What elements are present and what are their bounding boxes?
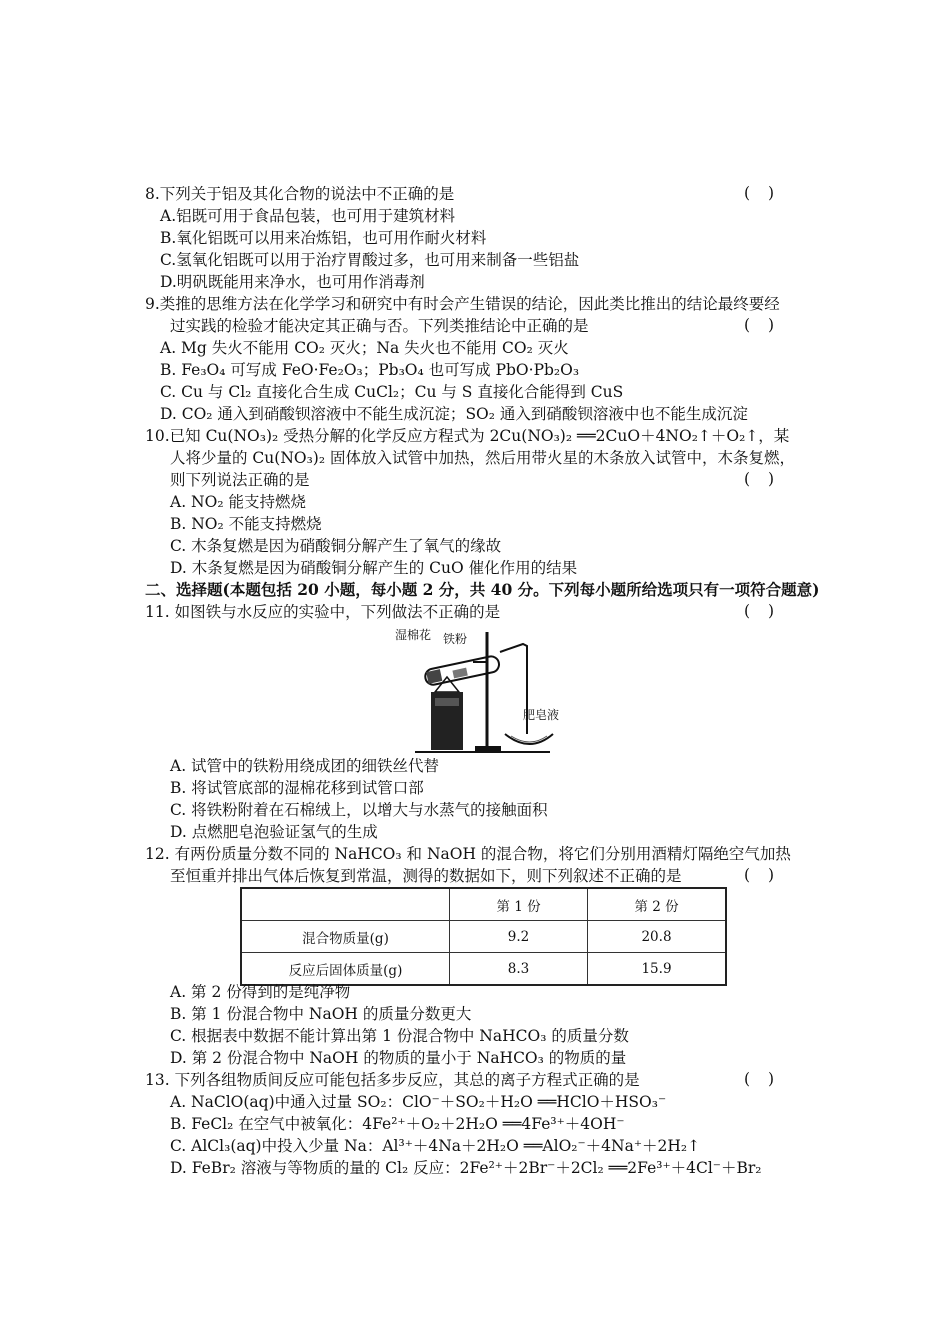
- q11-option-a: A. 试管中的铁粉用绕成团的细铁丝代替: [170, 757, 440, 775]
- q12-data-table: [240, 887, 727, 986]
- q8-answer-blank: (): [744, 184, 793, 202]
- table-header-row: [241, 888, 726, 921]
- q10-stem-line2: 人将少量的 Cu(NO₃)₂ 固体放入试管中加热，然后用带火星的木条放入试管中，木条复燃，: [170, 449, 795, 467]
- q13-option-b: B. FeCl₂ 在空气中被氧化：4Fe²⁺＋O₂＋2H₂O ══4Fe³⁺＋4OH⁻: [170, 1115, 625, 1133]
- q11-answer-blank: (): [744, 602, 793, 620]
- label-wet-cotton: 湿棉花: [395, 628, 432, 642]
- q10-stem-line3: 则下列说法正确的是: [170, 471, 310, 489]
- table-cell: 20.8: [588, 921, 727, 953]
- q13-option-a: A. NaClO(aq)中通入过量 SO₂：ClO⁻＋SO₂＋H₂O ══HClO＋HSO₃⁻: [170, 1093, 667, 1111]
- q11-stem: 11. 如图铁与水反应的实验中，下列做法不正确的是: [145, 603, 501, 621]
- q10-option-a: A. NO₂ 能支持燃烧: [170, 493, 306, 511]
- q12-stem-line1: 12. 有两份质量分数不同的 NaHCO₃ 和 NaOH 的混合物，将它们分别用酒精灯隔绝空气加热: [145, 845, 791, 863]
- q12-option-c: C. 根据表中数据不能计算出第 1 份混合物中 NaHCO₃ 的质量分数: [170, 1027, 629, 1045]
- q12-option-b: B. 第 1 份混合物中 NaOH 的质量分数更大: [170, 1005, 472, 1023]
- q11-option-b: B. 将试管底部的湿棉花移到试管口部: [170, 779, 424, 797]
- q12-option-a: A. 第 2 份得到的是纯净物: [170, 983, 351, 1001]
- label-soap-solution: 肥皂液: [523, 708, 560, 722]
- q8-option-d: D.明矾既能用来净水，也可用作消毒剂: [160, 273, 425, 291]
- q10-stem-line1: 10.已知 Cu(NO₃)₂ 受热分解的化学反应方程式为 2Cu(NO₃)₂ ══2CuO＋4NO₂↑＋O₂↑，某: [145, 427, 790, 445]
- label-iron-powder: 铁粉: [443, 632, 468, 646]
- q10-answer-blank: (): [744, 470, 793, 488]
- table-row: [241, 921, 726, 953]
- section-2-heading: 二、选择题(本题包括 20 小题，每小题 2 分，共 40 分。下列每小题所给选项只有一项符合题意): [145, 580, 820, 599]
- table-header-cell: 第 2 份: [588, 888, 727, 921]
- q13-option-c: C. AlCl₃(aq)中投入少量 Na：Al³⁺＋4Na＋2H₂O ══AlO₂⁻＋4Na⁺＋2H₂↑: [170, 1137, 701, 1155]
- q9-option-d: D. CO₂ 通入到硝酸钡溶液中不能生成沉淀；SO₂ 通入到硝酸钡溶液中也不能生成沉淀: [160, 405, 748, 423]
- table-row: [241, 953, 726, 986]
- q10-option-c: C. 木条复燃是因为硝酸铜分解产生了氧气的缘故: [170, 537, 502, 555]
- q9-option-c: C. Cu 与 Cl₂ 直接化合生成 CuCl₂；Cu 与 S 直接化合能得到 CuS: [160, 383, 624, 401]
- q8-option-c: C.氢氧化铝既可以用于治疗胃酸过多，也可用来制备一些铝盐: [160, 251, 580, 269]
- table-cell: 8.3: [450, 953, 588, 986]
- q11-option-c: C. 将铁粉附着在石棉绒上，以增大与水蒸气的接触面积: [170, 801, 548, 819]
- q8-option-b: B.氧化铝既可以用来冶炼铝，也可用作耐火材料: [160, 229, 487, 247]
- iron-water-apparatus-figure: [395, 622, 560, 772]
- q13-stem: 13. 下列各组物质间反应可能包括多步反应，其总的离子方程式正确的是: [145, 1071, 640, 1089]
- q12-option-d: D. 第 2 份混合物中 NaOH 的物质的量小于 NaHCO₃ 的物质的量: [170, 1049, 627, 1067]
- q8-option-a: A.铝既可用于食品包装，也可用于建筑材料: [160, 207, 456, 225]
- q9-stem-line2: 过实践的检验才能决定其正确与否。下列类推结论中正确的是: [170, 317, 589, 335]
- q12-stem-line2: 至恒重并排出气体后恢复到常温，测得的数据如下，则下列叙述不正确的是: [170, 867, 682, 885]
- table-header-cell: 第 1 份: [450, 888, 588, 921]
- q9-answer-blank: (): [744, 316, 793, 334]
- table-cell: 反应后固体质量(g): [241, 953, 450, 986]
- q13-answer-blank: (): [744, 1070, 793, 1088]
- q9-option-a: A. Mg 失火不能用 CO₂ 灭火；Na 失火也不能用 CO₂ 灭火: [160, 339, 569, 357]
- q10-option-d: D. 木条复燃是因为硝酸铜分解产生的 CuO 催化作用的结果: [170, 559, 578, 577]
- q9-option-b: B. Fe₃O₄ 可写成 FeO·Fe₂O₃；Pb₃O₄ 也可写成 PbO·Pb₂O₃: [160, 361, 580, 379]
- table-cell: 混合物质量(g): [241, 921, 450, 953]
- q12-answer-blank: (): [744, 866, 793, 884]
- table-header-cell: [241, 888, 450, 921]
- q11-option-d: D. 点燃肥皂泡验证氢气的生成: [170, 823, 378, 841]
- q13-option-d: D. FeBr₂ 溶液与等物质的量的 Cl₂ 反应：2Fe²⁺＋2Br⁻＋2Cl₂ ══2Fe³⁺＋4Cl⁻＋Br₂: [170, 1159, 762, 1177]
- q8-stem: 8.下列关于铝及其化合物的说法中不正确的是: [145, 185, 455, 203]
- apparatus-drawing: [395, 622, 555, 772]
- table-cell: 9.2: [450, 921, 588, 953]
- table-cell: 15.9: [588, 953, 727, 986]
- q9-stem-line1: 9.类推的思维方法在化学学习和研究中有时会产生错误的结论，因此类比推出的结论最终要经: [145, 295, 780, 313]
- q10-option-b: B. NO₂ 不能支持燃烧: [170, 515, 322, 533]
